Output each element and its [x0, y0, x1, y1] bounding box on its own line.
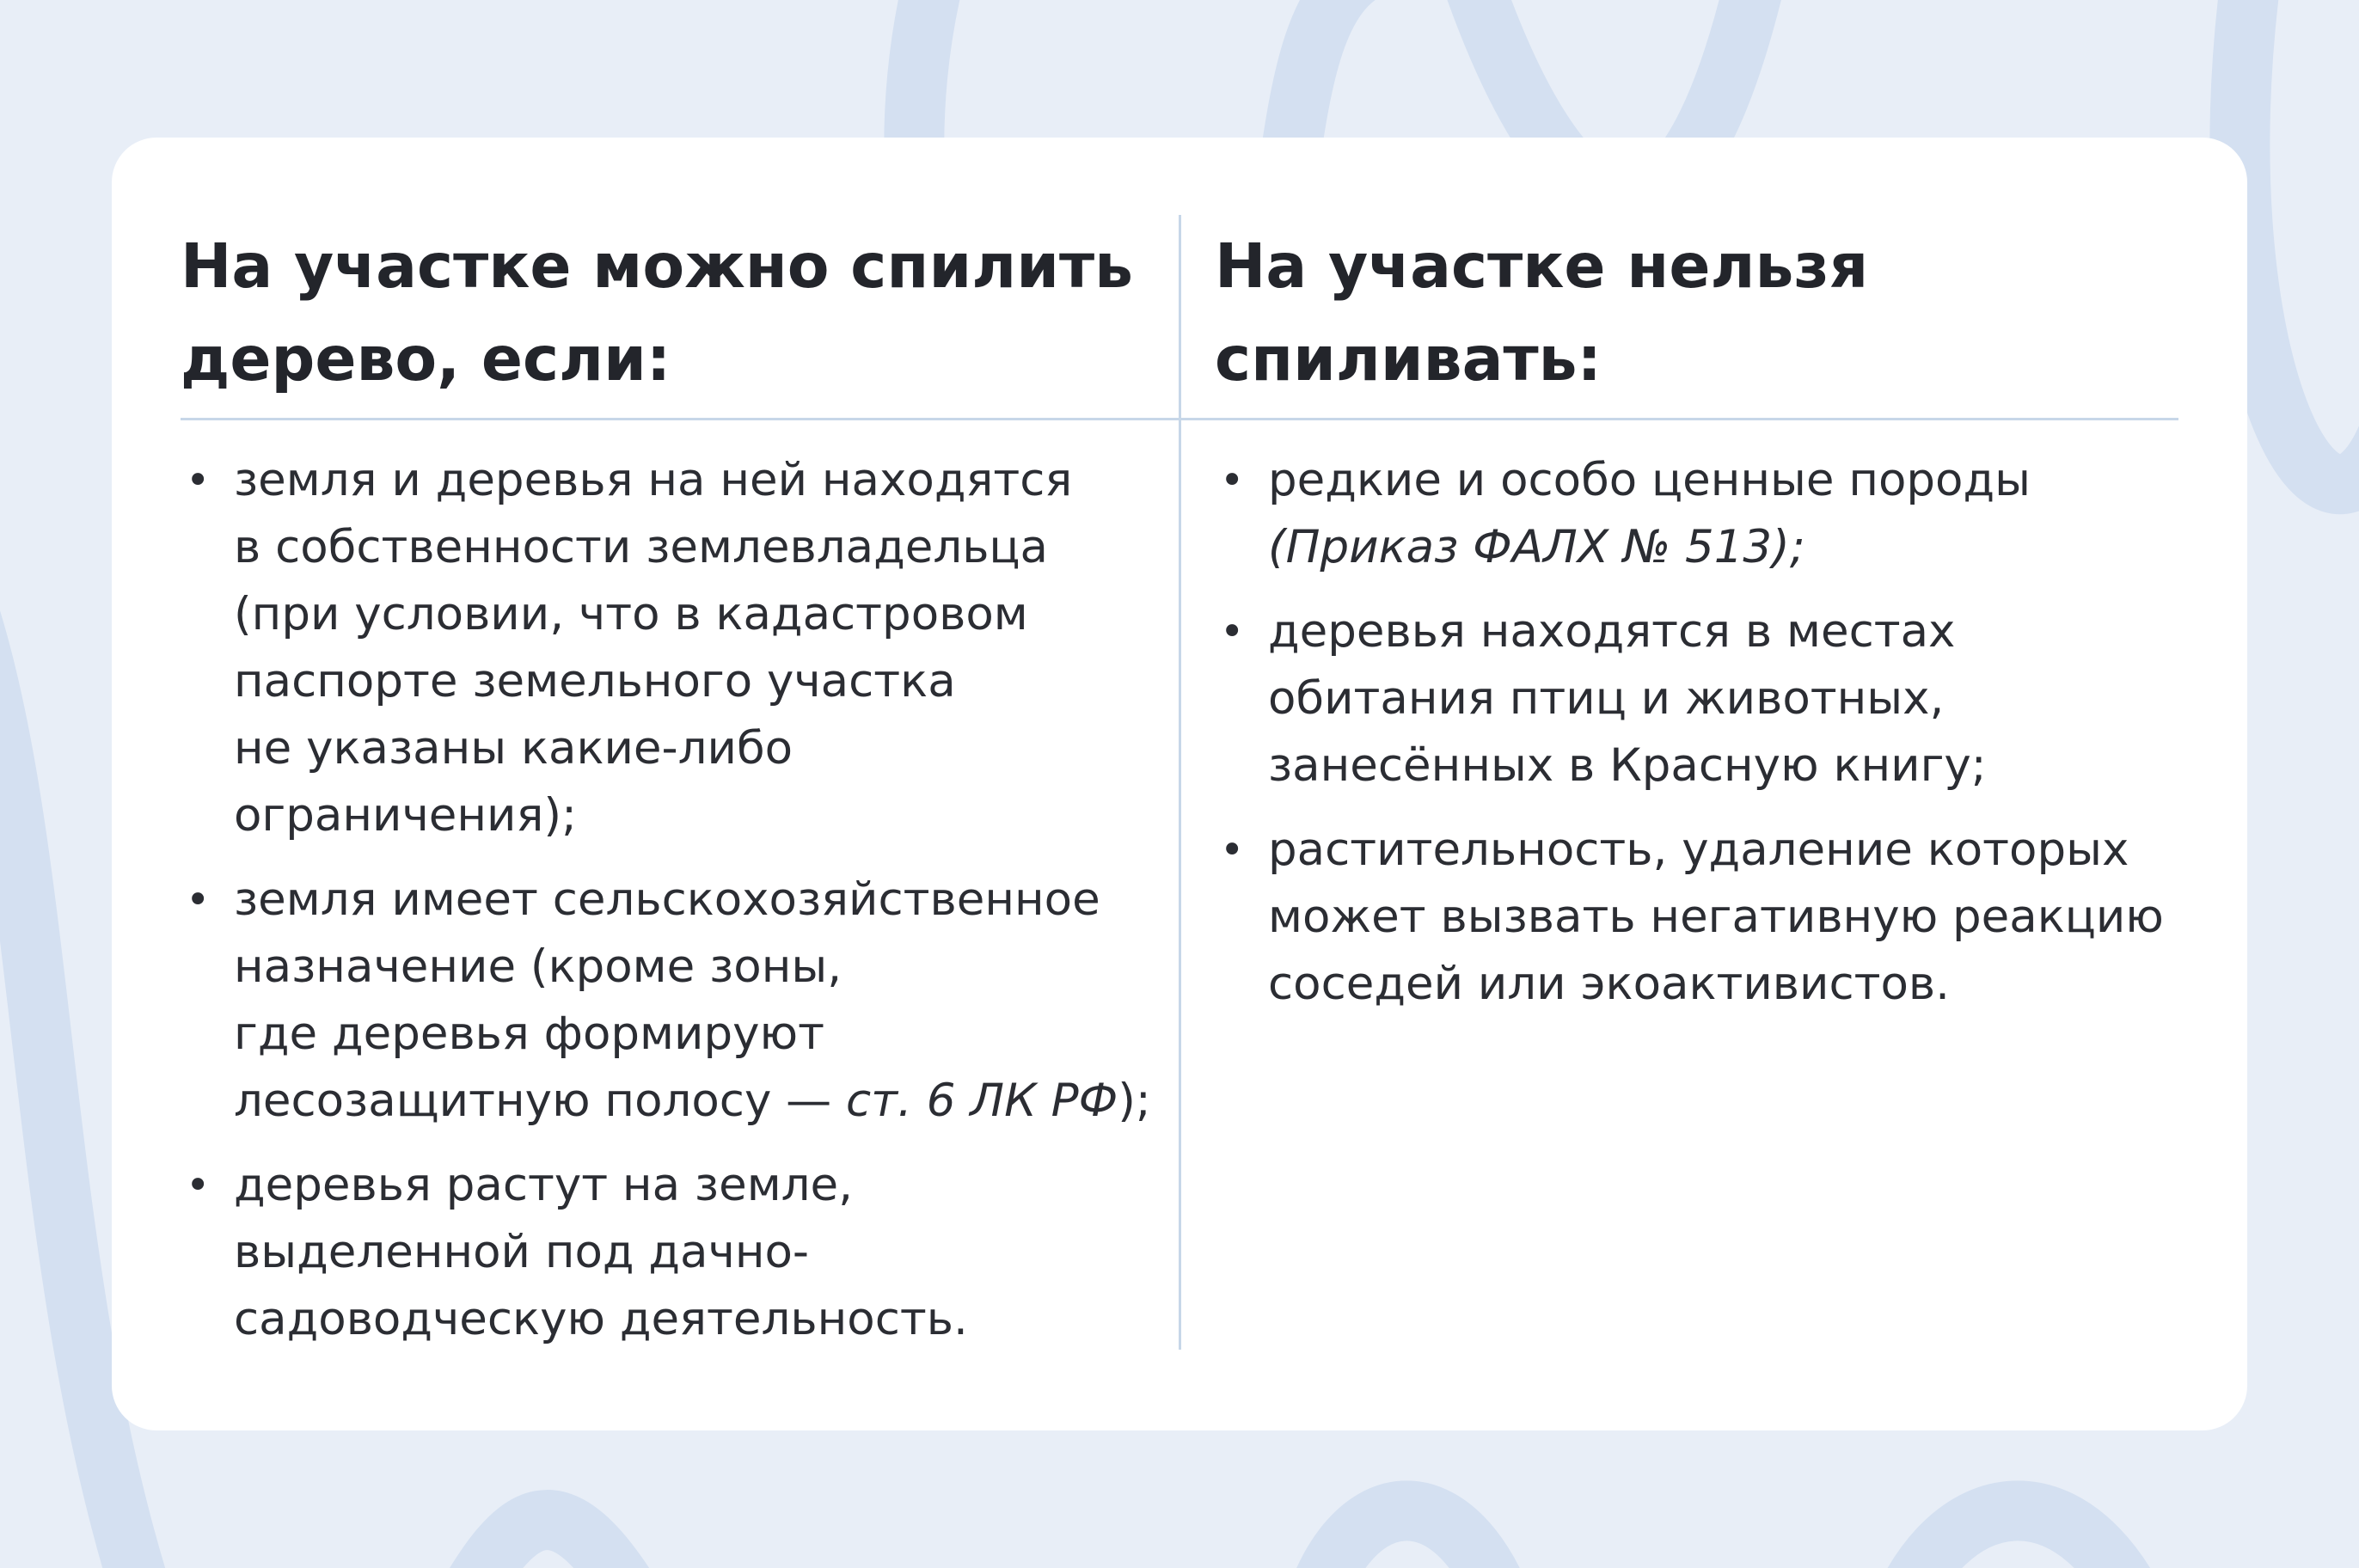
item-line: садоводческую деятельность.: [234, 1293, 968, 1345]
list-item: [181, 447, 1151, 849]
item-line: растительность, удаление которых: [1268, 824, 2129, 876]
item-line: где деревья формируют: [234, 1008, 824, 1060]
title-line: На участке можно спилить: [181, 230, 1133, 302]
item-text: );: [1118, 1075, 1151, 1127]
item-line: [234, 1068, 1151, 1135]
item-line: не указаны какие-либо: [234, 722, 793, 775]
item-line: ограничения);: [234, 789, 577, 842]
bullet-icon: •: [1220, 456, 1245, 505]
item-line: (при условии, что в кадастровом: [234, 588, 1028, 640]
title-line: спиливать:: [1215, 323, 1602, 395]
item-line: соседей или экоактивистов.: [1268, 958, 1951, 1010]
title-line: дерево, если:: [181, 323, 671, 395]
list-item: [181, 1152, 1151, 1353]
allowed-list: [181, 447, 1151, 1370]
list-item: [1215, 447, 2164, 581]
list-item: [181, 867, 1151, 1135]
forbidden-list: [1215, 447, 2164, 1035]
info-card: [112, 138, 2247, 1430]
allowed-title: [181, 220, 1133, 406]
item-line: выделенной под дачно-: [234, 1226, 810, 1278]
item-line: назначение (кроме зоны,: [234, 940, 842, 993]
item-line: может вызвать негативную реакцию: [1268, 891, 2164, 943]
list-item: [1215, 598, 2164, 799]
bullet-icon: •: [1220, 826, 1245, 874]
item-line: обитания птиц и животных,: [1268, 672, 1945, 725]
forbidden-title: [1215, 220, 1868, 406]
item-line: в собственности землевладельца: [234, 521, 1048, 573]
item-line: земля имеет сельскохозяйственное: [234, 873, 1100, 926]
item-line: деревья растут на земле,: [234, 1159, 854, 1211]
column-divider: [1179, 215, 1181, 1350]
item-line: деревья находятся в местах: [1268, 605, 1956, 658]
item-line: редкие и особо ценные породы: [1268, 454, 2031, 506]
law-reference: (Приказ ФАЛХ № 513);: [1268, 521, 1805, 573]
list-item: [1215, 817, 2164, 1018]
bullet-icon: •: [186, 876, 211, 924]
header-divider: [181, 418, 2178, 420]
title-line: На участке нельзя: [1215, 230, 1869, 302]
item-line: земля и деревья на ней находятся: [234, 454, 1073, 506]
bullet-icon: •: [1220, 608, 1245, 656]
item-text: лесозащитную полосу —: [234, 1075, 847, 1127]
item-line: занесённых в Красную книгу;: [1268, 739, 1987, 792]
item-line: паспорте земельного участка: [234, 655, 956, 707]
law-reference: ст. 6 ЛК РФ: [846, 1075, 1118, 1127]
bullet-icon: •: [186, 1161, 211, 1210]
bullet-icon: •: [186, 456, 211, 505]
